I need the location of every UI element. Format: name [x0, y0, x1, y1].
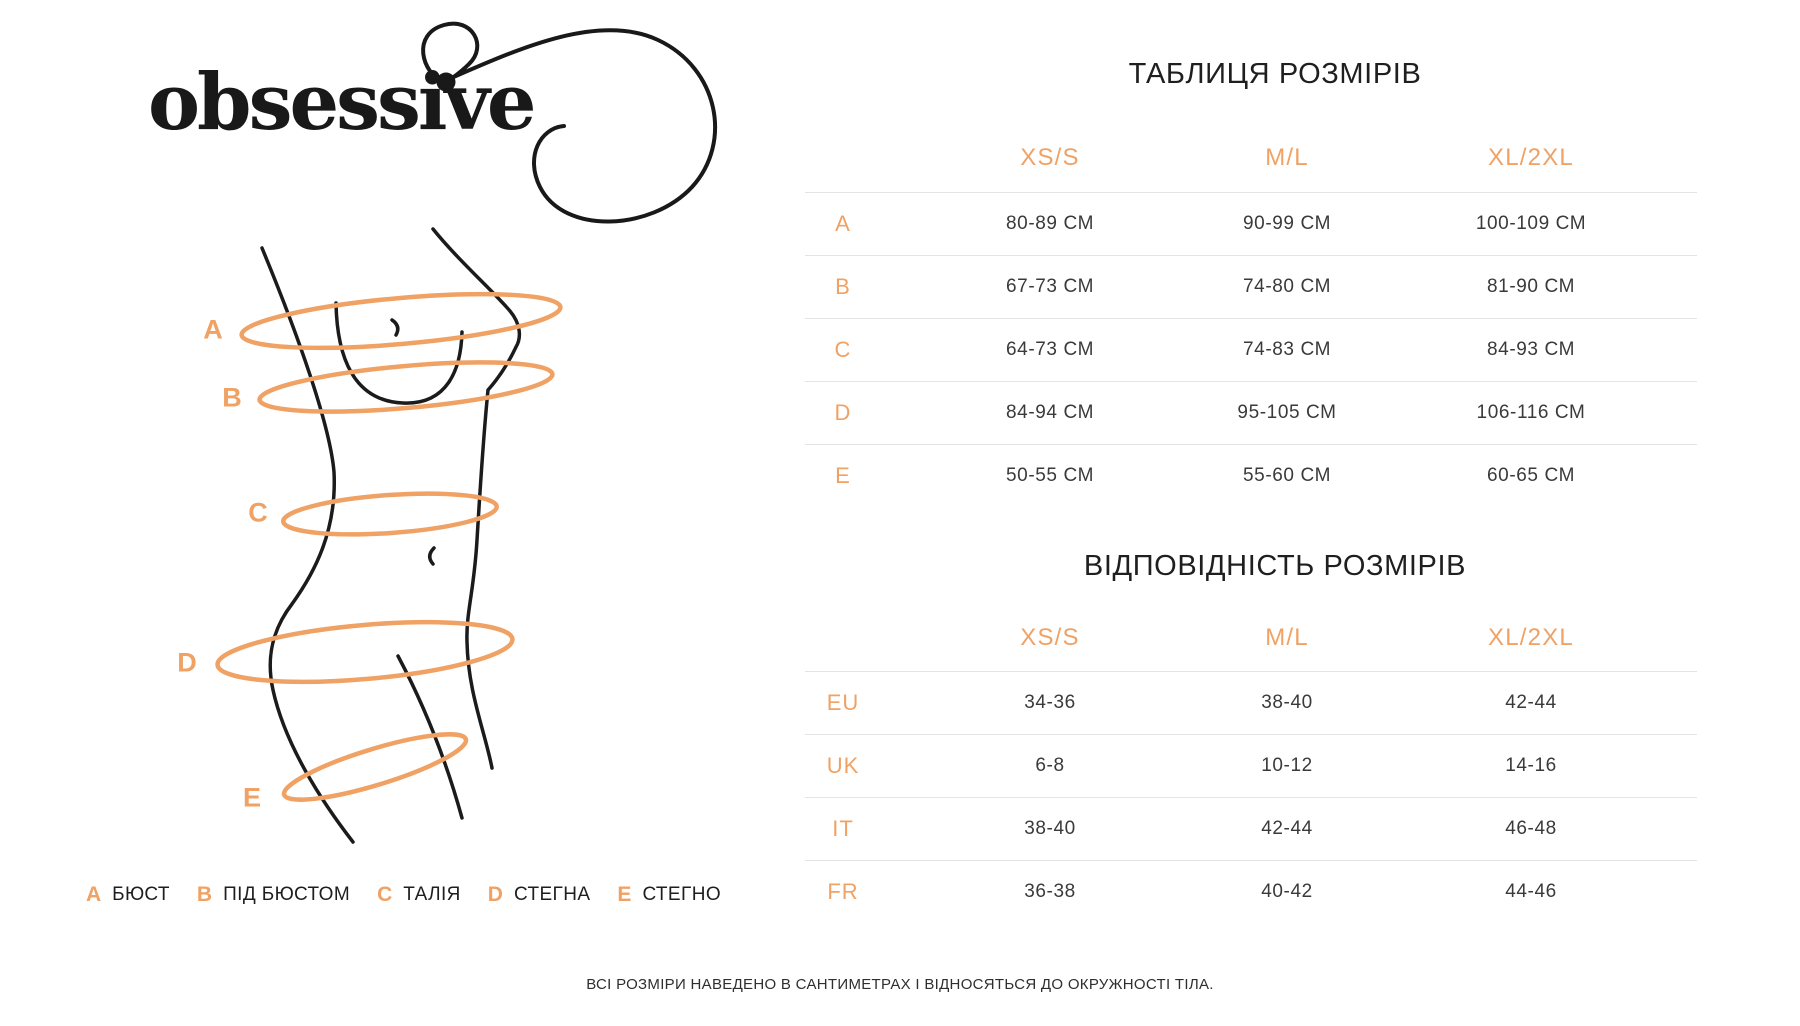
bust-ellipse	[240, 284, 563, 358]
size-table	[805, 56, 1697, 506]
conversion-table-title: ВІДПОВІДНІСТЬ РОЗМІРІВ	[1083, 550, 1467, 582]
conversion-table-col-xl-2xl: XL/2XL	[1488, 624, 1574, 651]
row-label: E	[835, 463, 851, 488]
body-outline	[262, 229, 519, 842]
cell-value: 40-42	[1261, 881, 1313, 902]
body-measurement-figure	[140, 200, 620, 900]
cell-value: 34-36	[1024, 692, 1076, 713]
legend-item-waist	[377, 883, 461, 907]
cell-value: 80-89 СМ	[1005, 213, 1095, 234]
legend-letter: B	[196, 883, 213, 906]
cell-value: 81-90 СМ	[1486, 276, 1576, 297]
cell-value: 36-38	[1024, 881, 1076, 902]
table-row	[805, 444, 1697, 507]
cell-value: 74-80 СМ	[1242, 276, 1332, 297]
cell-value: 106-116 СМ	[1476, 402, 1586, 423]
conversion-table-col-m-l: M/L	[1265, 624, 1309, 651]
figure-marker-b: B	[222, 382, 242, 413]
cell-value: 90-99 СМ	[1242, 213, 1332, 234]
thigh-ellipse	[279, 722, 471, 812]
row-label: D	[834, 400, 852, 425]
underbust-ellipse	[258, 353, 555, 420]
legend-letter: D	[487, 883, 503, 906]
waist-ellipse	[282, 488, 498, 541]
legend-item-hips	[488, 883, 591, 907]
row-label: B	[835, 274, 851, 299]
figure-marker-a: A	[203, 314, 223, 345]
cell-value: 38-40	[1261, 692, 1313, 713]
table-row	[805, 734, 1697, 797]
table-row	[805, 318, 1697, 381]
measurement-legend	[86, 883, 721, 907]
cell-value: 42-44	[1261, 818, 1313, 839]
row-label: FR	[827, 879, 859, 904]
legend-letter: C	[377, 883, 393, 906]
legend-item-underbust	[197, 883, 350, 907]
cell-value: 6-8	[1035, 755, 1065, 776]
row-label: A	[835, 211, 851, 236]
size-table-col-m-l: M/L	[1265, 144, 1309, 171]
cell-value: 100-109 СМ	[1475, 213, 1587, 234]
row-label: C	[834, 337, 852, 362]
row-label: IT	[832, 816, 854, 841]
legend-label: ТАЛІЯ	[403, 884, 461, 905]
size-table-col-xs-s: XS/S	[1020, 144, 1080, 171]
body-silhouette-drawing	[140, 200, 620, 900]
figure-marker-e: E	[242, 782, 262, 813]
cell-value: 50-55 СМ	[1005, 465, 1095, 486]
figure-marker-c: C	[248, 497, 268, 528]
figure-marker-d: D	[177, 647, 197, 678]
measurement-ellipses	[215, 284, 562, 812]
cell-value: 74-83 СМ	[1242, 339, 1332, 360]
table-row	[805, 797, 1697, 860]
cell-value: 10-12	[1261, 755, 1313, 776]
row-label: EU	[826, 690, 860, 715]
cell-value: 42-44	[1505, 692, 1557, 713]
legend-item-thigh	[617, 883, 721, 907]
units-footnote: ВСІ РОЗМІРИ НАВЕДЕНО В САНТИМЕТРАХ І ВІДНОСЯТЬСЯ ДО ОКРУЖНОСТІ ТІЛА.	[586, 976, 1214, 993]
cell-value: 67-73 СМ	[1005, 276, 1095, 297]
legend-letter: E	[617, 883, 632, 906]
cell-value: 60-65 СМ	[1486, 465, 1576, 486]
table-row	[805, 671, 1697, 734]
legend-label: ПІД БЮСТОМ	[223, 884, 351, 905]
legend-letter: A	[86, 883, 102, 906]
table-row	[805, 255, 1697, 318]
legend-label: БЮСТ	[112, 884, 170, 905]
cell-value: 46-48	[1505, 818, 1557, 839]
cell-value: 64-73 СМ	[1005, 339, 1095, 360]
brand-logo-text: obsessive	[148, 57, 534, 148]
cell-value: 38-40	[1024, 818, 1076, 839]
cell-value: 44-46	[1505, 881, 1557, 902]
legend-item-bust	[86, 883, 170, 907]
cell-value: 95-105 СМ	[1237, 402, 1337, 423]
conversion-table-col-xs-s: XS/S	[1020, 624, 1080, 651]
size-table-title: ТАБЛИЦЯ РОЗМІРІВ	[1128, 58, 1422, 90]
size-table-col-xl-2xl: XL/2XL	[1488, 144, 1574, 171]
cell-value: 84-93 СМ	[1486, 339, 1576, 360]
cell-value: 14-16	[1505, 755, 1557, 776]
cell-value: 55-60 СМ	[1242, 465, 1332, 486]
cell-value: 84-94 СМ	[1005, 402, 1095, 423]
table-row	[805, 860, 1697, 923]
legend-label: СТЕГНА	[513, 884, 591, 905]
table-row	[805, 381, 1697, 444]
conversion-table	[805, 548, 1697, 988]
row-label: UK	[826, 753, 860, 778]
legend-label: СТЕГНО	[642, 884, 721, 905]
table-row	[805, 192, 1697, 255]
